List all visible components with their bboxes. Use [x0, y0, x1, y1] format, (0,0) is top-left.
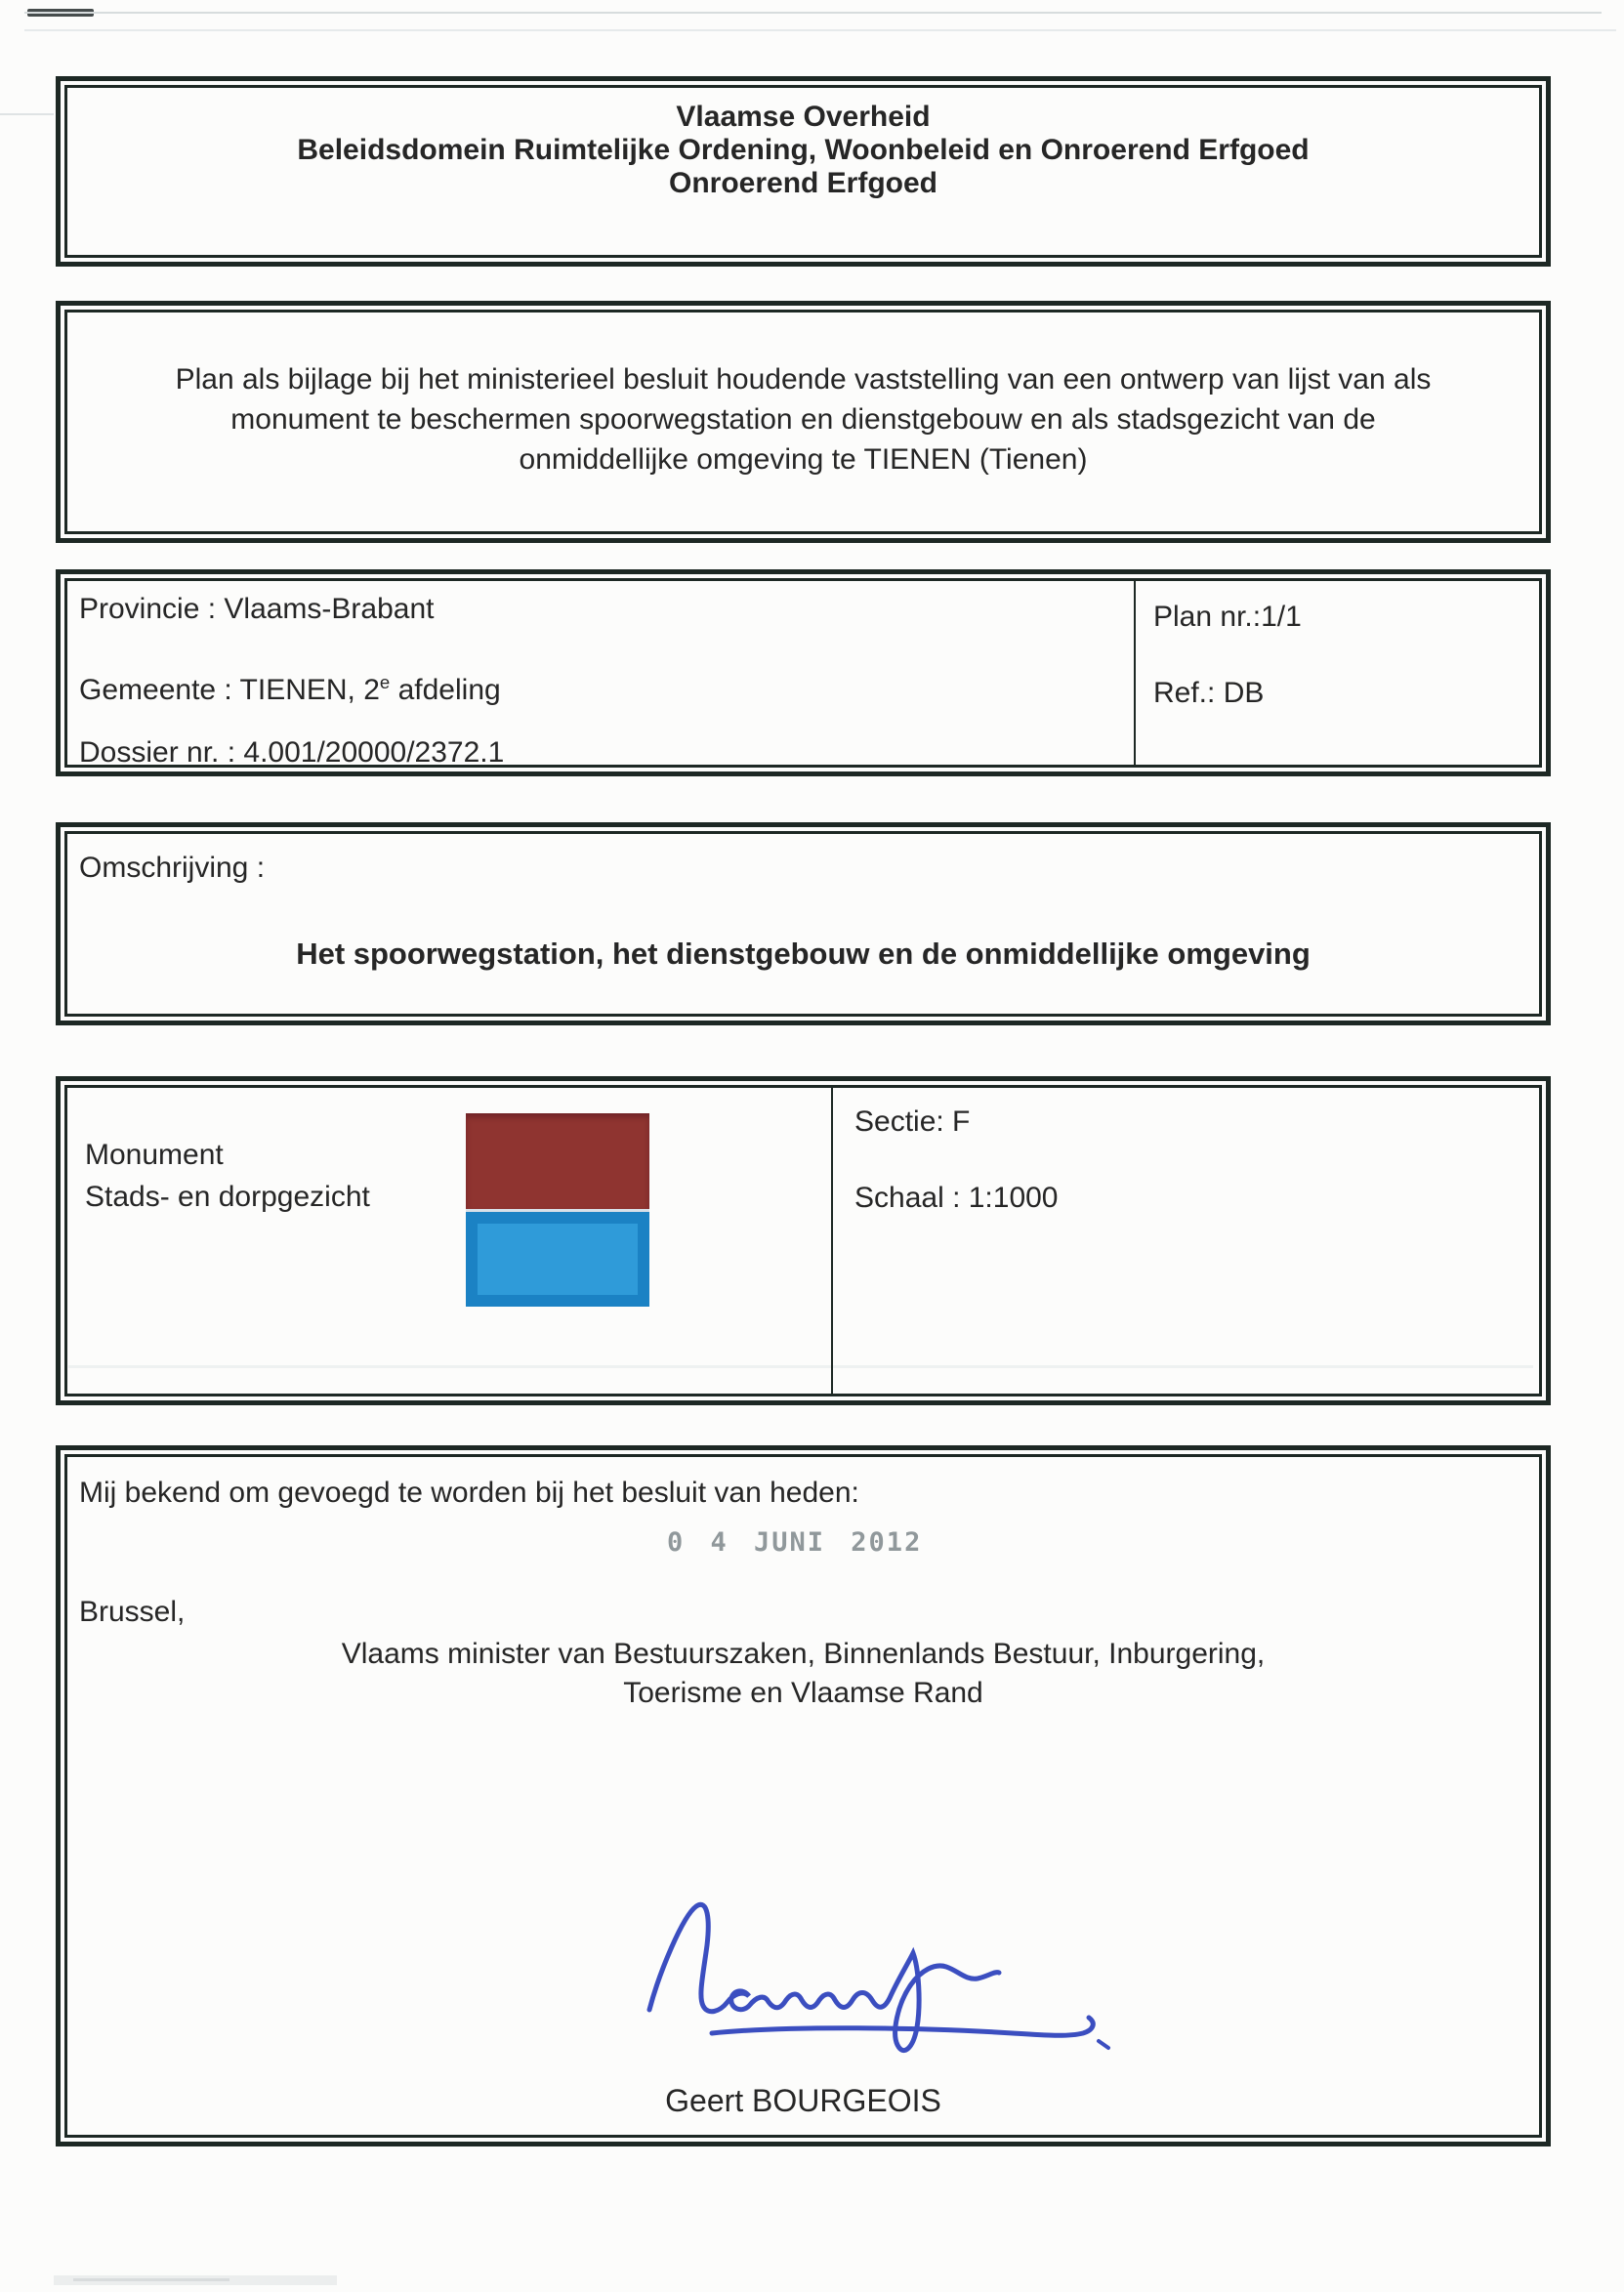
scan-artifact [0, 113, 54, 115]
gemeente-line [79, 664, 501, 709]
legend-box [56, 1076, 1551, 1405]
place-line: Brussel, [79, 1596, 186, 1628]
omschrijving-box [56, 822, 1551, 1025]
attestation-line: Mij bekend om gevoegd te worden bij het besluit van heden: [79, 1477, 859, 1509]
admin-box-inner [64, 578, 1542, 768]
signer-name: Geert BOURGEOIS [665, 2083, 941, 2118]
header-box [56, 76, 1551, 267]
header-line-3: Onroerend Erfgoed [668, 167, 938, 199]
dossier-line: Dossier nr. : 4.001/20000/2372.1 [79, 736, 505, 769]
admin-box-divider [1134, 581, 1136, 765]
legend-item-monument-label: Monument [85, 1139, 224, 1171]
provincie-line: Provincie : Vlaams-Brabant [79, 593, 435, 625]
legend-item-gezicht-label: Stads- en dorpgezicht [85, 1181, 370, 1213]
plan-nr-line: Plan nr.:1/1 [1153, 601, 1302, 633]
admin-box [56, 569, 1551, 776]
scan-artifact [24, 12, 1602, 14]
plan-description-box-inner [64, 310, 1542, 534]
omschrijving-label: Omschrijving : [79, 852, 266, 884]
signature-box [56, 1445, 1551, 2146]
scan-artifact [73, 2278, 229, 2281]
header-line-1: Vlaamse Overheid [676, 101, 931, 133]
gezicht-color-swatch-inner [478, 1224, 638, 1295]
gemeente-prefix: Gemeente : TIENEN, 2 [79, 674, 380, 706]
minister-title-line-1: Vlaams minister van Bestuurszaken, Binnenlands Bestuur, Inburgering, [341, 1638, 1266, 1670]
signature-box-inner [64, 1454, 1542, 2138]
header-box-inner [64, 85, 1542, 258]
plan-description-text: Plan als bijlage bij het ministerieel besluit houdende vaststelling van een ontwerp van lijst van als monument te beschermen spoorwegstation en dienstgebouw en als stadsgezicht van de onmiddellijke omgeving te TIENEN (Tienen) [175, 363, 1432, 476]
date-stamp: 0 4 JUNI 2012 [667, 1527, 923, 1558]
signature-underline-stroke [712, 2018, 1093, 2035]
legend-box-divider [831, 1088, 833, 1394]
monument-color-swatch [466, 1113, 649, 1209]
omschrijving-box-inner [64, 831, 1542, 1017]
gemeente-suffix: afdeling [390, 674, 501, 706]
signature-tick-stroke [1099, 2041, 1108, 2048]
scan-artifact [24, 29, 1616, 31]
ref-line: Ref.: DB [1153, 677, 1265, 709]
legend-box-inner [64, 1085, 1542, 1396]
handwritten-signature [632, 1895, 1140, 2070]
header-line-2: Beleidsdomein Ruimtelijke Ordening, Woonbeleid en Onroerend Erfgoed [297, 134, 1310, 166]
plan-description-box [56, 301, 1551, 543]
schaal-line: Schaal : 1:1000 [854, 1182, 1059, 1214]
gezicht-color-swatch [466, 1212, 649, 1307]
sectie-line: Sectie: F [854, 1105, 971, 1138]
minister-title-line-2: Toerisme en Vlaamse Rand [623, 1677, 983, 1709]
gemeente-superscript: e [379, 672, 391, 692]
omschrijving-description: Het spoorwegstation, het dienstgebouw en de onmiddellijke omgeving [296, 937, 1311, 971]
